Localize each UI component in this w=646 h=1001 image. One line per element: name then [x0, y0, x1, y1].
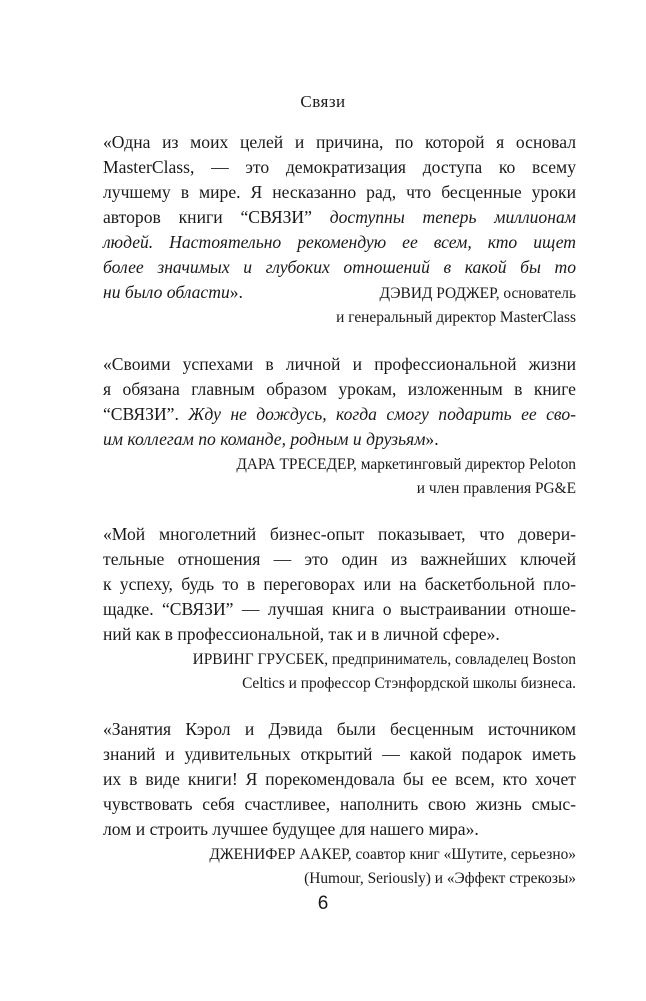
testimonial-attribution: ИРВИНГ ГРУСБЕК, предприниматель, совладелец Boston Celtics и профессор Стэнфордской школы бизнеса. [192, 651, 576, 692]
quote-line: ний как в профессиональной, так и в личной сфере». [103, 624, 500, 644]
quote-line: авторов книги “СВЯЗИ” доступны теперь миллионам [103, 207, 576, 227]
quote-line: тельные отношения — это один из важнейших ключей [103, 549, 576, 569]
quote-line: чувствовать себя счастливее, наполнить свою жизнь смыс- [103, 794, 576, 814]
quote-line: щадке. “СВЯЗИ” — лучшая книга о выстраивании отноше- [103, 599, 576, 619]
running-head: Связи [300, 92, 346, 111]
testimonial-attribution: ДЭВИД РОДЖЕР, основатель и генеральный директор MasterClass [336, 285, 576, 326]
quote-line: их в виде книги! Я порекомендовала бы ее всем, кто хочет [103, 769, 576, 789]
testimonial-quote [103, 352, 576, 452]
quote-line: лом и строить лучшее будущее для нашего мира». [103, 819, 479, 839]
testimonial-quote [103, 130, 576, 305]
quote-line: “СВЯЗИ”. Жду не дождусь, когда смогу подарить ее сво- [103, 404, 576, 424]
quote-line: я обязана главным образом урокам, изложенным в книге [103, 379, 576, 399]
quote-line: знаний и удивительных открытий — какой подарок иметь [103, 744, 576, 764]
testimonial-quote [103, 717, 576, 842]
quote-line: ни было области». [103, 282, 243, 302]
quote-line: MasterClass, — это демократизация доступа ко всему [103, 157, 576, 177]
quote-line: «Своими успехами в личной и профессиональной жизни [103, 354, 576, 374]
quote-line: лучшему в мире. Я несказанно рад, что бесценные уроки [103, 182, 576, 202]
quote-line: им коллегам по команде, родным и друзьям». [103, 429, 439, 449]
quote-line: «Мой многолетний бизнес-опыт показывает, что довери- [103, 524, 576, 544]
testimonial-attribution: ДАРА ТРЕСЕДЕР, маркетинговый директор Peloton и член правления PG&E [236, 456, 576, 497]
quote-line: людей. Настоятельно рекомендую ее всем, кто ищет [103, 232, 576, 252]
testimonial-attribution: ДЖЕНИФЕР ААКЕР, соавтор книг «Шутите, серьезно» (Humour, Seriously) и «Эффект стрекозы» [209, 846, 576, 887]
quote-line: более значимых и глубоких отношений в какой бы то [103, 257, 576, 277]
testimonial-quote [103, 522, 576, 647]
quote-line: «Занятия Кэрол и Дэвида были бесценным источником [103, 719, 576, 739]
quote-line: «Одна из моих целей и причина, по которой я основал [103, 132, 576, 152]
page-number: 6 [317, 893, 329, 914]
quote-line: к успеху, будь то в переговорах или на баскетбольной пло- [103, 574, 576, 594]
